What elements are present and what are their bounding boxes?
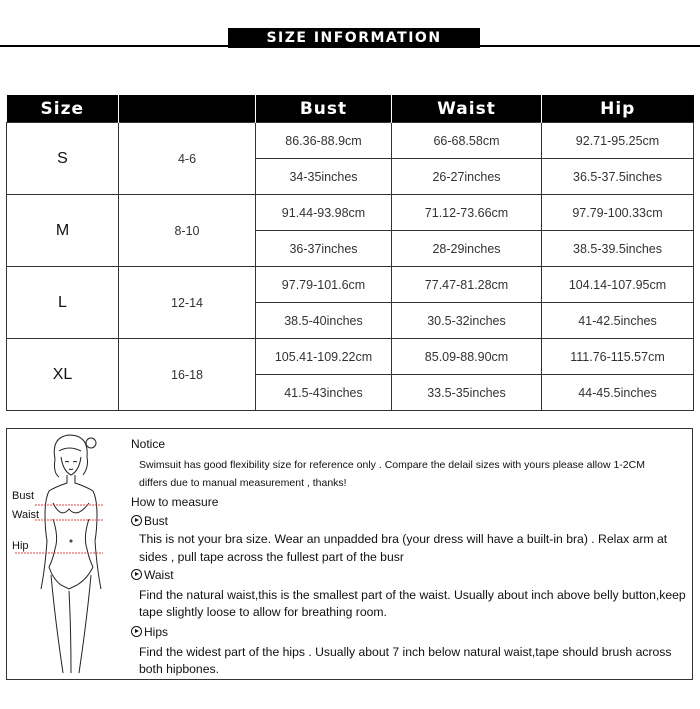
bust-in-cell: 34-35inches (256, 159, 392, 195)
bust-cm-cell: 91.44-93.98cm (256, 195, 392, 231)
play-circle-icon (131, 626, 142, 637)
body-figure (7, 429, 125, 679)
header-hip: Hip (542, 95, 694, 123)
bust-cm-cell: 105.41-109.22cm (256, 339, 392, 375)
figure-hip-label: Hip (12, 540, 29, 552)
waist-cm-cell: 77.47-81.28cm (392, 267, 542, 303)
waist-in-cell: 33.5-35inches (392, 375, 542, 411)
size-cell: XL (7, 339, 119, 411)
age-cell: 8-10 (119, 195, 256, 267)
header-bust: Bust (256, 95, 392, 123)
play-circle-icon (131, 515, 142, 526)
table-row (7, 267, 694, 303)
waist-title-text: Waist (144, 568, 174, 582)
age-cell: 4-6 (119, 123, 256, 195)
waist-cm-cell: 85.09-88.90cm (392, 339, 542, 375)
waist-in-cell: 28-29inches (392, 231, 542, 267)
notice-line-1: Swimsuit has good flexibility size for reference only . Compare the delail sizes with yours please allow 1-2CM (139, 459, 645, 471)
waist-section-title (131, 568, 174, 582)
header-age (119, 95, 256, 123)
table-header-row (7, 95, 694, 123)
hip-in-cell: 41-42.5inches (542, 303, 694, 339)
waist-cm-cell: 66-68.58cm (392, 123, 542, 159)
notice-line-2: differs due to manual measurement , thanks! (139, 477, 347, 489)
header-size: Size (7, 95, 119, 123)
age-cell: 12-14 (119, 267, 256, 339)
hip-cm-cell: 104.14-107.95cm (542, 267, 694, 303)
table-row (7, 339, 694, 375)
measure-guide-box (6, 428, 693, 680)
bust-section-title (131, 514, 168, 528)
header-waist: Waist (392, 95, 542, 123)
hip-in-cell: 38.5-39.5inches (542, 231, 694, 267)
bust-text-1: This is not your bra size. Wear an unpadded bra (your dress will have a built-in bra) . Relax arm at (139, 532, 668, 546)
hips-title-text: Hips (144, 625, 169, 639)
waist-text-1: Find the natural waist,this is the smallest part of the waist. Usually about inch above belly button,keep (139, 588, 686, 602)
table-row (7, 195, 694, 231)
hip-in-cell: 44-45.5inches (542, 375, 694, 411)
page-title: SIZE INFORMATION (228, 28, 480, 48)
hip-in-cell: 36.5-37.5inches (542, 159, 694, 195)
body-outline-illustration (7, 429, 125, 679)
size-table (6, 95, 694, 411)
size-cell: M (7, 195, 119, 267)
waist-in-cell: 30.5-32inches (392, 303, 542, 339)
hip-cm-cell: 111.76-115.57cm (542, 339, 694, 375)
size-cell: S (7, 123, 119, 195)
hips-text-1: Find the widest part of the hips . Usually about 7 inch below natural waist,tape should brush across (139, 645, 672, 659)
hips-text-2: both hipbones. (139, 662, 219, 676)
bust-in-cell: 36-37inches (256, 231, 392, 267)
play-circle-icon (131, 569, 142, 580)
figure-waist-label: Waist (12, 509, 40, 521)
notice-heading: Notice (131, 437, 166, 451)
waist-in-cell: 26-27inches (392, 159, 542, 195)
table-row (7, 123, 694, 159)
waist-cm-cell: 71.12-73.66cm (392, 195, 542, 231)
bust-in-cell: 38.5-40inches (256, 303, 392, 339)
bust-in-cell: 41.5-43inches (256, 375, 392, 411)
hips-section-title (131, 625, 168, 639)
figure-bust-label: Bust (12, 490, 35, 502)
age-cell: 16-18 (119, 339, 256, 411)
bust-text-2: sides , pull tape across the fullest part of the busr (139, 550, 404, 564)
hip-cm-cell: 97.79-100.33cm (542, 195, 694, 231)
bust-cm-cell: 86.36-88.9cm (256, 123, 392, 159)
size-cell: L (7, 267, 119, 339)
how-to-measure-heading: How to measure (131, 495, 219, 509)
bust-cm-cell: 97.79-101.6cm (256, 267, 392, 303)
waist-text-2: tape slightly loose to allow for breathing room. (139, 605, 387, 619)
bust-title-text: Bust (144, 514, 169, 528)
hip-cm-cell: 92.71-95.25cm (542, 123, 694, 159)
